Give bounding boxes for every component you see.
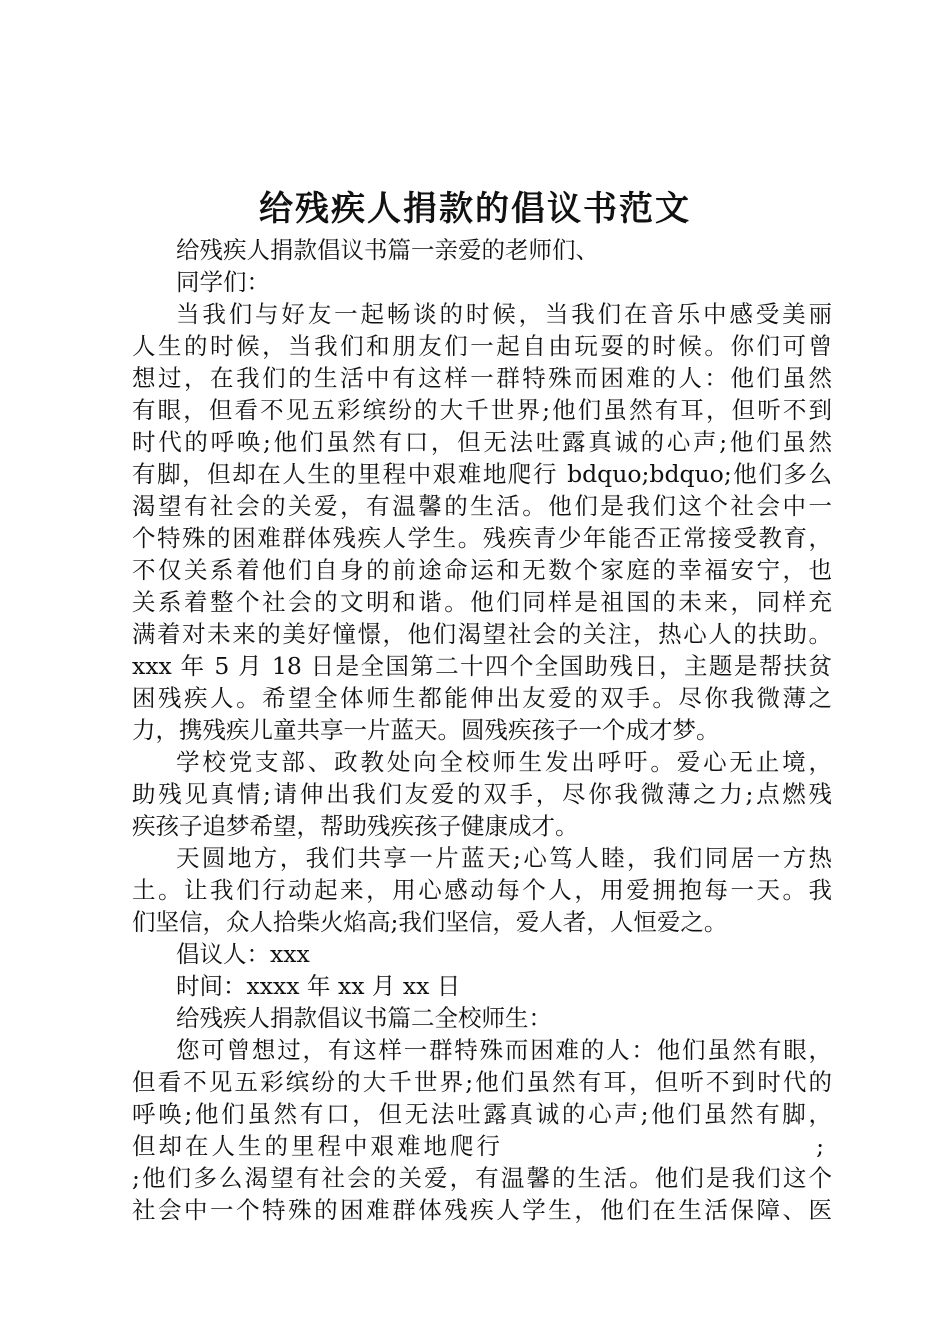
text-line: 们坚信，众人拾柴火焰高;我们坚信，爱人者，人恒爱之。	[132, 908, 728, 936]
text-line: 满着对未来的美好憧憬，他们渴望社会的关注，热心人的扶助。	[132, 620, 832, 648]
text-line: 呼唤;他们虽然有口，但无法吐露真诚的心声;他们虽然有脚，	[132, 1100, 832, 1128]
document-title: 给残疾人捐款的倡议书范文	[259, 189, 691, 229]
text-line: 关系着整个社会的文明和谐。他们同样是祖国的未来，同样充	[132, 588, 832, 616]
document-body	[132, 234, 832, 1226]
text-line: xxx 年 5 月 18 日是全国第二十四个全国助残日，主题是帮扶贫	[132, 652, 832, 680]
text-line: 土。让我们行动起来，用心感动每个人，用爱拥抱每一天。我	[132, 876, 832, 904]
text-line: 社会中一个特殊的困难群体残疾人学生，他们在生活保障、医	[132, 1196, 832, 1224]
text-line: 但看不见五彩缤纷的大千世界;他们虽然有耳，但听不到时代的	[132, 1068, 832, 1096]
text-line-tail: ;	[816, 1132, 824, 1160]
text-line: 有脚，但却在人生的里程中艰难地爬行 bdquo;bdquo;他们多么	[132, 460, 832, 488]
text-line: ;他们多么渴望有社会的关爱，有温馨的生活。他们是我们这个	[132, 1164, 832, 1192]
text-line: 给残疾人捐款倡议书篇一亲爱的老师们、	[176, 236, 599, 264]
text-line: 想过，在我们的生活中有这样一群特殊而困难的人：他们虽然	[132, 364, 832, 392]
text-line: 当我们与好友一起畅谈的时候，当我们在音乐中感受美丽	[176, 300, 832, 328]
text-line: 有眼，但看不见五彩缤纷的大千世界;他们虽然有耳，但听不到	[132, 396, 832, 424]
text-line: 给残疾人捐款倡议书篇二全校师生：	[176, 1004, 552, 1032]
text-line: 不仅关系着他们自身的前途命运和无数个家庭的幸福安宁，也	[132, 556, 832, 584]
text-line-start: 但却在人生的里程中艰难地爬行	[132, 1132, 503, 1160]
text-line: 您可曾想过，有这样一群特殊而困难的人：他们虽然有眼，	[176, 1036, 832, 1064]
text-line: 困残疾人。希望全体师生都能伸出友爱的双手。尽你我微薄之	[132, 684, 832, 712]
text-line: 人生的时候，当我们和朋友们一起自由玩耍的时候。你们可曾	[132, 332, 832, 360]
text-line: 渴望有社会的关爱，有温馨的生活。他们是我们这个社会中一	[132, 492, 832, 520]
text-line: 力，携残疾儿童共享一片蓝天。圆残疾孩子一个成才梦。	[132, 716, 720, 744]
text-line: 同学们：	[176, 268, 270, 296]
text-line: 疾孩子追梦希望，帮助残疾孩子健康成才。	[132, 812, 579, 840]
text-line: 助残见真情;请伸出我们友爱的双手，尽你我微薄之力;点燃残	[132, 780, 832, 808]
text-line: 天圆地方，我们共享一片蓝天;心笃人睦，我们同居一方热	[176, 844, 832, 872]
text-line	[132, 1130, 832, 1162]
text-line: 个特殊的困难群体残疾人学生。残疾青少年能否正常接受教育，	[132, 524, 832, 552]
date-line: 时间：xxxx 年 xx 月 xx 日	[176, 972, 461, 1000]
text-line: 时代的呼唤;他们虽然有口，但无法吐露真诚的心声;他们虽然	[132, 428, 832, 456]
signature-line: 倡议人：xxx	[176, 940, 310, 968]
text-line: 学校党支部、政教处向全校师生发出呼吁。爱心无止境，	[176, 748, 832, 776]
